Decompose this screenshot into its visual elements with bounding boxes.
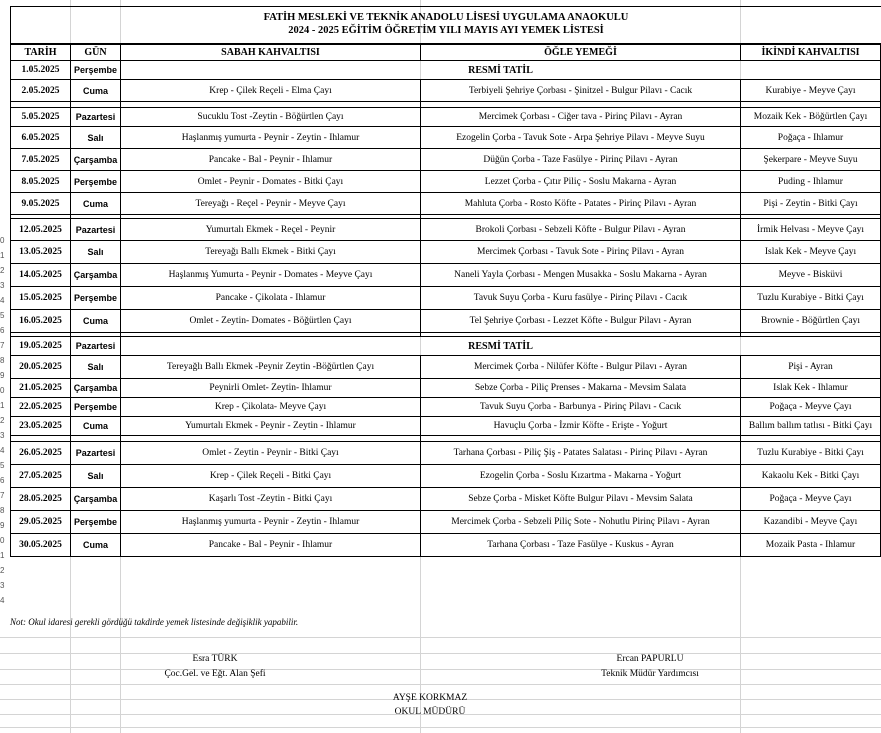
breakfast-cell: Krep - Çilek Reçeli - Bitki Çayı [121, 465, 421, 488]
menu-row [11, 193, 881, 215]
date-cell: 13.05.2025 [11, 241, 71, 264]
row-number: 1 [0, 551, 5, 560]
breakfast-cell: Tereyağı - Reçel - Peynir - Meyve Çayı [121, 193, 421, 215]
row-number: 2 [0, 266, 5, 275]
breakfast-cell: Krep - Çilek Reçeli - Elma Çayı [121, 80, 421, 102]
date-cell: 26.05.2025 [11, 442, 71, 465]
day-cell: Perşembe [71, 61, 121, 80]
date-cell: 30.05.2025 [11, 534, 71, 557]
date-cell: 19.05.2025 [11, 337, 71, 356]
row-number: 2 [0, 566, 5, 575]
menu-row [11, 379, 881, 398]
row-number: 6 [0, 326, 5, 335]
lunch-cell: Naneli Yayla Çorbası - Mengen Musakka - Soslu Makarna - Ayran [421, 264, 741, 287]
lunch-cell: Brokoli Çorbası - Sebzeli Köfte - Bulgur Pilavı - Ayran [421, 219, 741, 241]
day-cell: Cuma [71, 80, 121, 102]
row-number: 4 [0, 596, 5, 605]
day-cell: Çarşamba [71, 264, 121, 287]
date-cell: 27.05.2025 [11, 465, 71, 488]
day-cell: Perşembe [71, 287, 121, 310]
snack-cell: Mozaik Kek - Böğürtlen Çayı [741, 108, 881, 127]
lunch-cell: Ezogelin Çorba - Tavuk Sote - Arpa Şehriye Pilavı - Meyve Suyu [421, 127, 741, 149]
snack-cell: Kakaolu Kek - Bitki Çayı [741, 465, 881, 488]
day-cell: Cuma [71, 534, 121, 557]
day-cell: Pazartesi [71, 442, 121, 465]
column-header-lunch: ÖĞLE YEMEĞİ [421, 44, 741, 61]
lunch-cell: Sebze Çorba - Misket Köfte Bulgur Pilavı - Mevsim Salata [421, 488, 741, 511]
day-cell: Cuma [71, 193, 121, 215]
menu-row [11, 398, 881, 417]
title-line-2: 2024 - 2025 EĞİTİM ÖĞRETİM YILI MAYIS AYI YEMEK LİSTESİ [288, 25, 604, 36]
lunch-cell: Tarhana Çorbası - Piliç Şiş - Patates Salatası - Pirinç Pilavı - Ayran [421, 442, 741, 465]
lunch-cell: Mercimek Çorba - Sebzeli Piliç Sote - Nohutlu Pirinç Pilavı - Ayran [421, 511, 741, 534]
menu-row [11, 149, 881, 171]
day-cell: Salı [71, 127, 121, 149]
lunch-cell: Terbiyeli Şehriye Çorbası - Şinitzel - Bulgur Pilavı - Cacık [421, 80, 741, 102]
snack-cell: Şekerpare - Meyve Suyu [741, 149, 881, 171]
signature-left-title: Çoc.Gel. ve Eğt. Alan Şefi [164, 669, 266, 679]
breakfast-cell: Omlet - Peynir - Domates - Bitki Çayı [121, 171, 421, 193]
lunch-cell: Lezzet Çorba - Çıtır Piliç - Soslu Makarna - Ayran [421, 171, 741, 193]
breakfast-cell: Haşlanmış yumurta - Peynir - Zeytin - Ihlamur [121, 511, 421, 534]
menu-row [11, 264, 881, 287]
day-cell: Salı [71, 465, 121, 488]
lunch-cell: Havuçlu Çorba - İzmir Köfte - Erişte - Yoğurt [421, 417, 741, 436]
lunch-cell: Mercimek Çorbası - Tavuk Sote - Pirinç Pilavı - Ayran [421, 241, 741, 264]
menu-row [11, 108, 881, 127]
date-cell: 9.05.2025 [11, 193, 71, 215]
breakfast-cell: Pancake - Bal - Peynir - Ihlamur [121, 534, 421, 557]
date-cell: 12.05.2025 [11, 219, 71, 241]
day-cell: Perşembe [71, 171, 121, 193]
holiday-cell: RESMİ TATİL [121, 337, 881, 356]
row-number: 7 [0, 491, 5, 500]
breakfast-cell: Yumurtalı Ekmek - Peynir - Zeytin - Ihlamur [121, 417, 421, 436]
breakfast-cell: Pancake - Çikolata - Ihlamur [121, 287, 421, 310]
title-line-1: FATİH MESLEKİ VE TEKNİK ANADOLU LİSESİ UYGULAMA ANAOKULU [263, 12, 629, 23]
signature-center-title: OKUL MÜDÜRÜ [394, 707, 466, 717]
date-cell: 16.05.2025 [11, 310, 71, 333]
row-number: 9 [0, 371, 5, 380]
snack-cell: Mozaik Pasta - Ihlamur [741, 534, 881, 557]
date-cell: 14.05.2025 [11, 264, 71, 287]
document-title [10, 6, 881, 45]
day-cell: Pazartesi [71, 108, 121, 127]
day-cell: Perşembe [71, 398, 121, 417]
snack-cell: Brownie - Böğürtlen Çayı [741, 310, 881, 333]
breakfast-cell: Omlet - Zeytin - Peynir - Bitki Çayı [121, 442, 421, 465]
breakfast-cell: Omlet - Zeytin- Domates - Böğürtlen Çayı [121, 310, 421, 333]
lunch-cell: Tavuk Suyu Çorba - Barbunya - Pirinç Pilavı - Cacık [421, 398, 741, 417]
column-header-day: GÜN [71, 44, 121, 61]
day-cell: Perşembe [71, 511, 121, 534]
row-number: 3 [0, 281, 5, 290]
menu-row [11, 534, 881, 557]
breakfast-cell: Pancake - Bal - Peynir - Ihlamur [121, 149, 421, 171]
menu-row [11, 127, 881, 149]
day-cell: Pazartesi [71, 219, 121, 241]
snack-cell: Tuzlu Kurabiye - Bitki Çayı [741, 287, 881, 310]
lunch-cell: Tel Şehriye Çorbası - Lezzet Köfte - Bulgur Pilavı - Ayran [421, 310, 741, 333]
breakfast-cell: Tereyağı Ballı Ekmek - Bitki Çayı [121, 241, 421, 264]
menu-row [11, 287, 881, 310]
day-cell: Cuma [71, 310, 121, 333]
date-cell: 8.05.2025 [11, 171, 71, 193]
snack-cell: Poğaça - Ihlamur [741, 127, 881, 149]
breakfast-cell: Sucuklu Tost -Zeytin - Böğürtlen Çayı [121, 108, 421, 127]
menu-row [11, 61, 881, 80]
menu-row [11, 465, 881, 488]
breakfast-cell: Kaşarlı Tost -Zeytin - Bitki Çayı [121, 488, 421, 511]
lunch-cell: Sebze Çorba - Piliç Prenses - Makarna - Mevsim Salata [421, 379, 741, 398]
column-header-date: TARİH [11, 44, 71, 61]
row-number: 4 [0, 446, 5, 455]
snack-cell: Kurabiye - Meyve Çayı [741, 80, 881, 102]
row-number: 4 [0, 296, 5, 305]
menu-row [11, 488, 881, 511]
snack-cell: Poğaça - Meyve Çayı [741, 398, 881, 417]
date-cell: 1.05.2025 [11, 61, 71, 80]
row-number: 3 [0, 431, 5, 440]
menu-row [11, 417, 881, 436]
day-cell: Çarşamba [71, 379, 121, 398]
snack-cell: Ballım ballım tatlısı - Bitki Çayı [741, 417, 881, 436]
snack-cell: Pişi - Zeytin - Bitki Çayı [741, 193, 881, 215]
date-cell: 20.05.2025 [11, 356, 71, 379]
snack-cell: Pişi - Ayran [741, 356, 881, 379]
row-number: 2 [0, 416, 5, 425]
gridline [0, 684, 881, 685]
signature-left-name: Esra TÜRK [192, 654, 238, 664]
row-number: 7 [0, 341, 5, 350]
menu-row [11, 442, 881, 465]
date-cell: 28.05.2025 [11, 488, 71, 511]
snack-cell: Islak Kek - Meyve Çayı [741, 241, 881, 264]
column-header-snack: İKİNDİ KAHVALTISI [741, 44, 881, 61]
menu-row [11, 241, 881, 264]
menu-table [10, 43, 881, 557]
menu-row [11, 219, 881, 241]
breakfast-cell: Yumurtalı Ekmek - Reçel - Peynir [121, 219, 421, 241]
breakfast-cell: Haşlanmış yumurta - Peynir - Zeytin - Ihlamur [121, 127, 421, 149]
date-cell: 21.05.2025 [11, 379, 71, 398]
lunch-cell: Ezogelin Çorba - Soslu Kızartma - Makarna - Yoğurt [421, 465, 741, 488]
row-number: 1 [0, 401, 5, 410]
signature-right-name: Ercan PAPURLU [616, 654, 684, 664]
row-number: 6 [0, 476, 5, 485]
snack-cell: Islak Kek - Ihlamur [741, 379, 881, 398]
gridline [0, 637, 881, 638]
menu-row [11, 511, 881, 534]
breakfast-cell: Tereyağlı Ballı Ekmek -Peynir Zeytin -Böğürtlen Çayı [121, 356, 421, 379]
day-cell: Cuma [71, 417, 121, 436]
row-number: 8 [0, 356, 5, 365]
date-cell: 7.05.2025 [11, 149, 71, 171]
menu-row [11, 310, 881, 333]
day-cell: Salı [71, 241, 121, 264]
lunch-cell: Tarhana Çorbası - Taze Fasülye - Kuskus - Ayran [421, 534, 741, 557]
breakfast-cell: Krep - Çikolata- Meyve Çayı [121, 398, 421, 417]
lunch-cell: Mercimek Çorba - Nilüfer Köfte - Bulgur Pilavı - Ayran [421, 356, 741, 379]
signature-center-name: AYŞE KORKMAZ [392, 693, 468, 703]
day-cell: Pazartesi [71, 337, 121, 356]
snack-cell: Puding - Ihlamur [741, 171, 881, 193]
breakfast-cell: Haşlanmış Yumurta - Peynir - Domates - Meyve Çayı [121, 264, 421, 287]
row-number: 9 [0, 521, 5, 530]
snack-cell: Meyve - Bisküvi [741, 264, 881, 287]
day-cell: Çarşamba [71, 149, 121, 171]
signature-right-title: Teknik Müdür Yardımcısı [601, 669, 699, 679]
menu-row [11, 171, 881, 193]
lunch-cell: Düğün Çorba - Taze Fasülye - Pirinç Pilavı - Ayran [421, 149, 741, 171]
snack-cell: İrmik Helvası - Meyve Çayı [741, 219, 881, 241]
snack-cell: Tuzlu Kurabiye - Bitki Çayı [741, 442, 881, 465]
date-cell: 23.05.2025 [11, 417, 71, 436]
date-cell: 22.05.2025 [11, 398, 71, 417]
day-cell: Salı [71, 356, 121, 379]
row-number: 0 [0, 236, 5, 245]
menu-row [11, 337, 881, 356]
date-cell: 15.05.2025 [11, 287, 71, 310]
row-number: 3 [0, 581, 5, 590]
menu-row [11, 356, 881, 379]
holiday-cell: RESMİ TATİL [121, 61, 881, 80]
snack-cell: Poğaça - Meyve Çayı [741, 488, 881, 511]
date-cell: 6.05.2025 [11, 127, 71, 149]
lunch-cell: Tavuk Suyu Çorba - Kuru fasülye - Pirinç Pilavı - Cacık [421, 287, 741, 310]
row-number: 8 [0, 506, 5, 515]
date-cell: 5.05.2025 [11, 108, 71, 127]
lunch-cell: Mahluta Çorba - Rosto Köfte - Patates - Pirinç Pilavı - Ayran [421, 193, 741, 215]
breakfast-cell: Peynirli Omlet- Zeytin- Ihlamur [121, 379, 421, 398]
gridline [0, 727, 881, 728]
row-number: 5 [0, 311, 5, 320]
row-number: 0 [0, 386, 5, 395]
lunch-cell: Mercimek Çorbası - Ciğer tava - Pirinç Pilavı - Ayran [421, 108, 741, 127]
date-cell: 2.05.2025 [11, 80, 71, 102]
snack-cell: Kazandibi - Meyve Çayı [741, 511, 881, 534]
menu-row [11, 80, 881, 102]
row-number: 1 [0, 251, 5, 260]
day-cell: Çarşamba [71, 488, 121, 511]
date-cell: 29.05.2025 [11, 511, 71, 534]
column-header-breakfast: SABAH KAHVALTISI [121, 44, 421, 61]
footnote: Not: Okul idaresi gerekli gördüğü takdirde yemek listesinde değişiklik yapabilir. [10, 617, 299, 627]
row-number: 0 [0, 536, 5, 545]
row-number: 5 [0, 461, 5, 470]
